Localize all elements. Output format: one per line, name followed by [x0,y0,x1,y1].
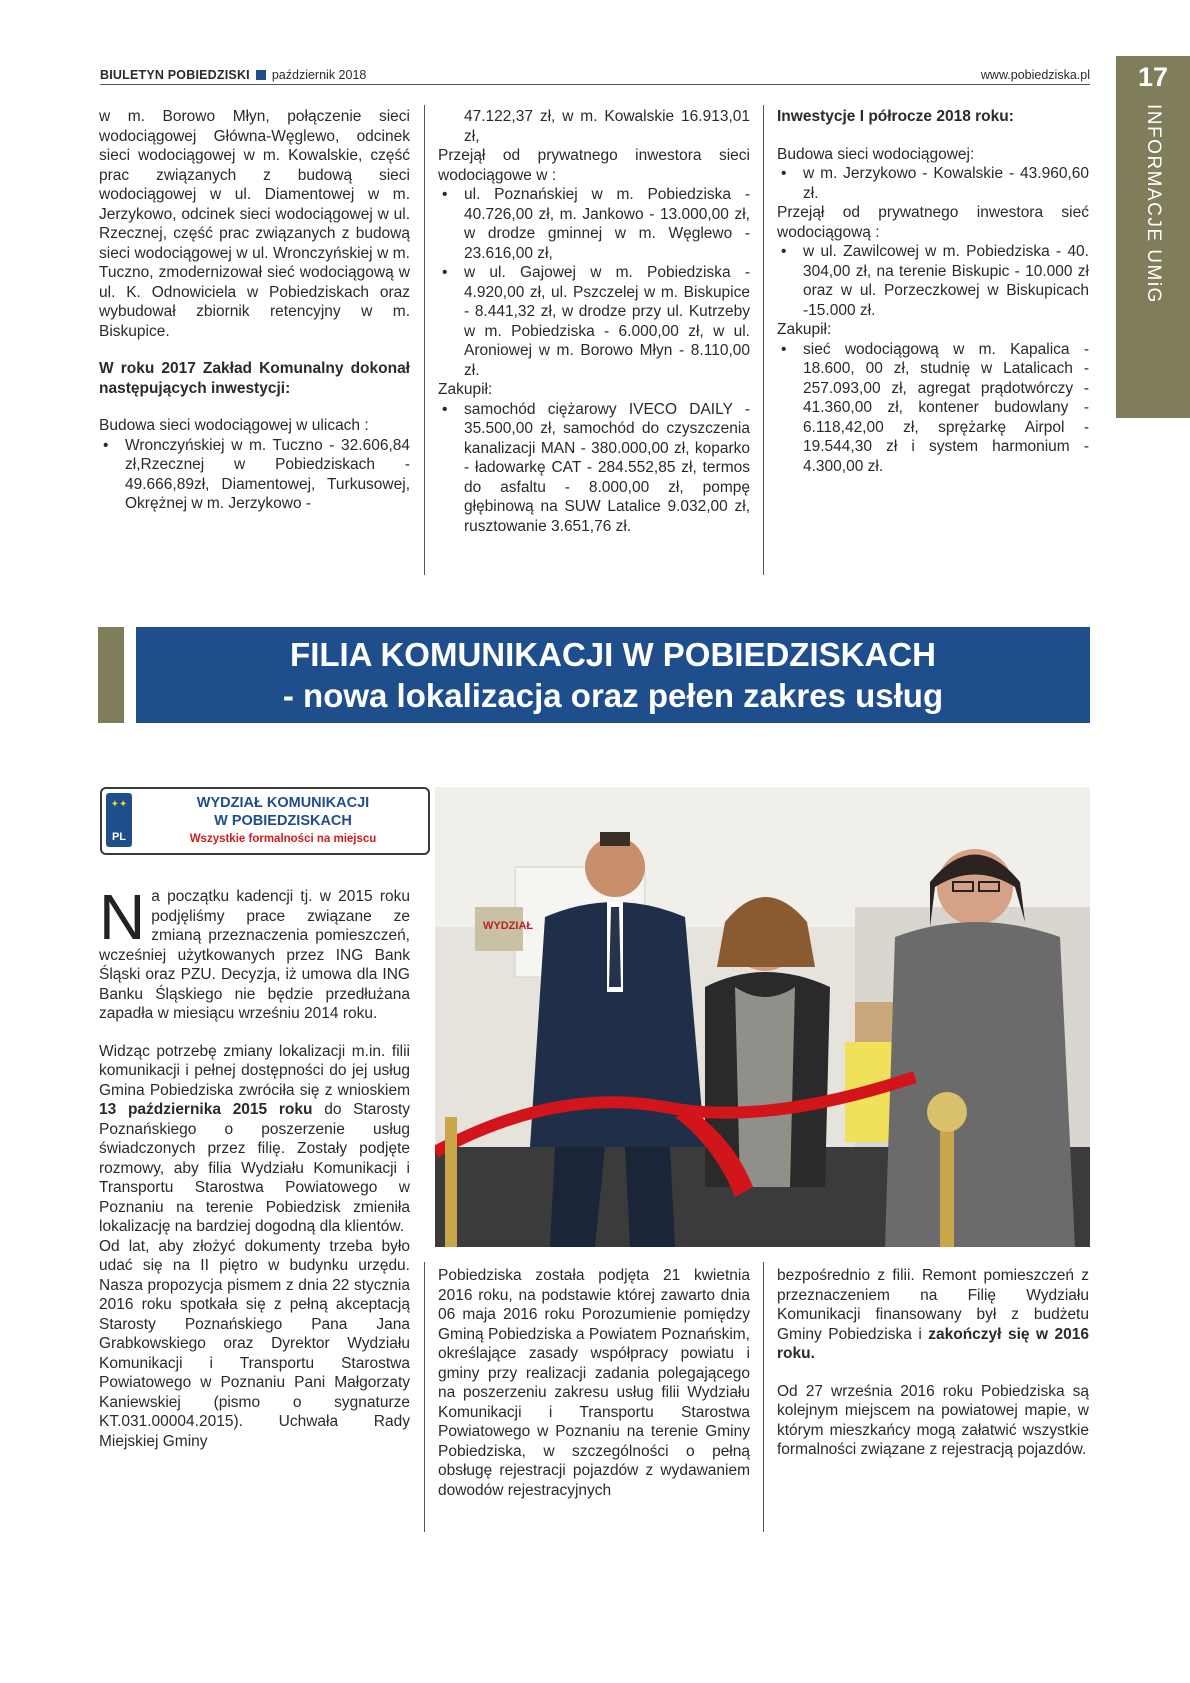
article-column-3 [777,1266,1089,1460]
paragraph-text: Widząc potrzebę zmiany lokalizacji m.in. filii komunikacji i pełnej dostępności do jej usług Gmina Pobiedziska zwróciła się z wnioskiem [99,1042,410,1099]
bullet-list [777,242,1089,320]
paragraph [777,1266,1089,1364]
page-header [100,68,1090,85]
section-heading: W roku 2017 Zakład Komunalny dokonał następujących inwestycji: [99,360,410,397]
eu-stars-icon: ✦✦ [110,799,128,810]
paragraph-text: a początku kadencji tj. w 2015 roku podjęliśmy prace związane ze zmianą przeznaczenia pomieszczeń, wcześniej użytkowanych przez ING Bank Śląski oraz PZU. Decyzja, iż umowa dla ING Banku Śląskiego nie będzie przedłużana zapadła w miesiącu wrześniu 2014 roku. [99,888,410,1022]
column-divider [424,105,425,575]
column-1 [99,107,410,514]
bullet-list [777,340,1089,477]
list-item: • w m. Jerzykowo - Kowalskie - 43.960,60 zł. [803,164,1089,203]
paragraph-text: do Starosty Poznańskiego o poszerzenie usług świadczonych przez filię. Zostały podjęte rozmowy, aby filia Wydziału Komunikacji i Transportu Starostwa Powiatowego w Poznaniu na terenie Pobiedzisk zmieniła lokalizację na bardziej dogodną dla klientów. [99,1101,410,1235]
paragraph [99,1042,410,1237]
sign-text: WYDZIAŁ [483,920,534,932]
paragraph: Od 27 września 2016 roku Pobiedziska są kolejnym miejscem na powiatowej mapie, w którym mieszkańcy mogą załatwić wszystkie formalności związane z rejestracją pojazdów. [777,1382,1089,1458]
paragraph: Budowa sieci wodociągowej w ulicach : [99,417,369,434]
eu-plate-icon [106,793,132,847]
article-column-1 [99,881,410,1451]
paragraph: Budowa sieci wodociągowej: [777,145,975,163]
column-divider [763,105,764,575]
column-divider [763,1262,764,1532]
paragraph: Zakupił: [777,321,832,338]
bullet-list [438,400,750,537]
list-item: • sieć wodociągową w m. Kapalica - 18.600, 00 zł, studnię w Latalicach - 257.093,00 zł, agregat prądotwórczy - 41.360,00 zł, kontener budowlany - 6.118,42,00 zł, sprężarkę Airpol - 19.544,30 zł i system harmonium - 4.300,00 zł. [803,340,1089,477]
article-title-banner [136,627,1090,723]
paragraph: w m. Borowo Młyn, połączenie sieci wodociągowej Główna-Węglewo, odcinek sieci wodociągowej w m. Kowalskie, część prac związanych z budową sieci wodociągowej w ul. Diamentowej w m. Jerzykowo, odcinek sieci wodociągowej w ul. Rzecznej, część prac związanych z budową sieci wodociągowej w ul. Wronczyńskiej w m. Tuczno, zmodernizował sieć wodociągową w ul. K. Odnowiciela w Pobiedziskach oraz wybudował zbiornik retencyjny w m. Biskupice. [99,108,410,340]
intro-paragraph [99,881,410,1024]
photo-illustration [435,787,1090,1247]
banner-accent [98,627,124,723]
paragraph: Zakupił: [438,381,493,398]
bullet-list [99,436,410,514]
plate-code: PL [111,831,127,843]
badge-tagline: Wszystkie formalności na miejscu [189,833,377,845]
drop-cap: N [99,881,146,953]
list-item: • Wronczyńskiej w m. Tuczno - 32.606,84 zł,Rzecznej w Pobiedziskach - 49.666,89zł, Diamentowej, Turkusowej, Okrężnej w m. Jerzykowo - [125,436,410,514]
bulletin-title: BIULETYN POBIEDZISKI [100,68,250,82]
issue-date: październik 2018 [271,68,367,82]
article-title: FILIA KOMUNIKACJI W POBIEDZISKACH [290,636,936,673]
article-subtitle: - nowa lokalizacja oraz pełen zakres usług [282,677,944,714]
section-heading: Inwestycje I półrocze 2018 roku: [777,108,1014,125]
website-link[interactable]: www.pobiedziska.pl [980,68,1090,82]
paragraph: 47.122,37 zł, w m. Kowalskie 16.913,01 zł, [464,108,750,145]
paragraph: Pobiedziska została podjęta 21 kwietnia 2016 roku, na podstawie której zawarto dnia 06 maja 2016 roku Porozumienie pomiędzy Gminą Pobiedziska a Powiatem Poznańskim, określające zasady współpracy powiatu i gminy przy realizacji zadania polegającego na poszerzeniu zakresu usług filii Wydziału Komunikacji i Transportu Starostwa Powiatowego w Poznaniu na terenie Gminy Pobiedziska, w szczególności o pełną obsługę rejestracji pojazdów z wydawaniem dowodów rejestracyjnych [438,1267,750,1499]
list-item: • w ul. Zawilcowej w m. Pobiedziska - 40. 304,00 zł, na terenie Biskupic - 10.000 zł oraz w ul. Porzeczkowej w Biskupicach -15.000 zł. [803,242,1089,320]
column-divider [424,1262,425,1532]
list-item: • samochód ciężarowy IVECO DAILY - 35.500,00 zł, samochód do czyszczenia kanalizacji MAN - 380.000,00 zł, koparko - ładowarkę CAT - 284.552,85 zł, termos do asfaltu - 8.000,00 zł, pompę głębinową na SUW Latalice 9.032,00 zł, rusztowanie 3.651,76 zł. [464,400,750,537]
paragraph-text: bezpośrednio z filii. Remont pomieszczeń z przeznaczeniem na Filię Wydziału Komunikacji finansowany był z budżetu Gminy Pobiedziska i [777,1267,1089,1343]
bullet-list [438,185,750,380]
bullet-list [777,164,1089,203]
paragraph: Od lat, aby złożyć dokumenty trzeba było udać się na II piętro w budynku urzędu. Nasza propozycja pismem z dnia 22 stycznia 2016 roku spotkała się z pełną akceptacją Starosty Poznańskiego Pana Jana Grabkowskiego oraz Dyrektor Wydziału Komunikacji i Transportu Starostwa Powiatowego w Poznaniu Pani Małgorzaty Kaniewskiej (pismo o sygnaturze KT.031.00004.2015). Uchwała Rady Miejskiej Gminy [99,1237,410,1450]
page-number: 17 [1137,62,1169,92]
department-badge [100,787,430,855]
highlight-date: 13 października 2015 roku [99,1101,313,1118]
list-item: • w ul. Gajowej w m. Pobiedziska - 4.920,00 zł, ul. Pszczelej w m. Biskupice - 8.441,32 zł, w drodze przy ul. Kutrzeby w m. Pobiedziska - 6.000,00 zł, w ul. Aroniowej w m. Borowo Młyn - 8.110,00 zł. [464,263,750,380]
article-column-2 [438,1266,750,1500]
list-item: • ul. Poznańskiej w m. Pobiedziska - 40.726,00 zł, m. Jankowo - 13.000,00 zł, w drodze gminnej w m. Węglewo - 23.616,00 zł, [464,185,750,263]
paragraph: Przejął od prywatnego inwestora sieć wodociągową : [777,204,1089,241]
header-left [100,68,366,82]
column-2 [438,107,750,536]
badge-title-line1: WYDZIAŁ KOMUNIKACJI [196,795,370,811]
column-3 [777,107,1089,476]
paragraph: Przejął od prywatnego inwestora sieci wodociągowe w : [438,147,750,184]
section-tab [1116,56,1190,418]
square-bullet-icon [256,70,266,80]
ribbon-cutting-photo [435,787,1090,1247]
badge-title-line2: W POBIEDZISKACH [214,813,352,829]
highlight-text: zakończył się w 2016 roku. [777,1325,1089,1362]
section-label: INFORMACJE UMiG [1143,104,1164,304]
